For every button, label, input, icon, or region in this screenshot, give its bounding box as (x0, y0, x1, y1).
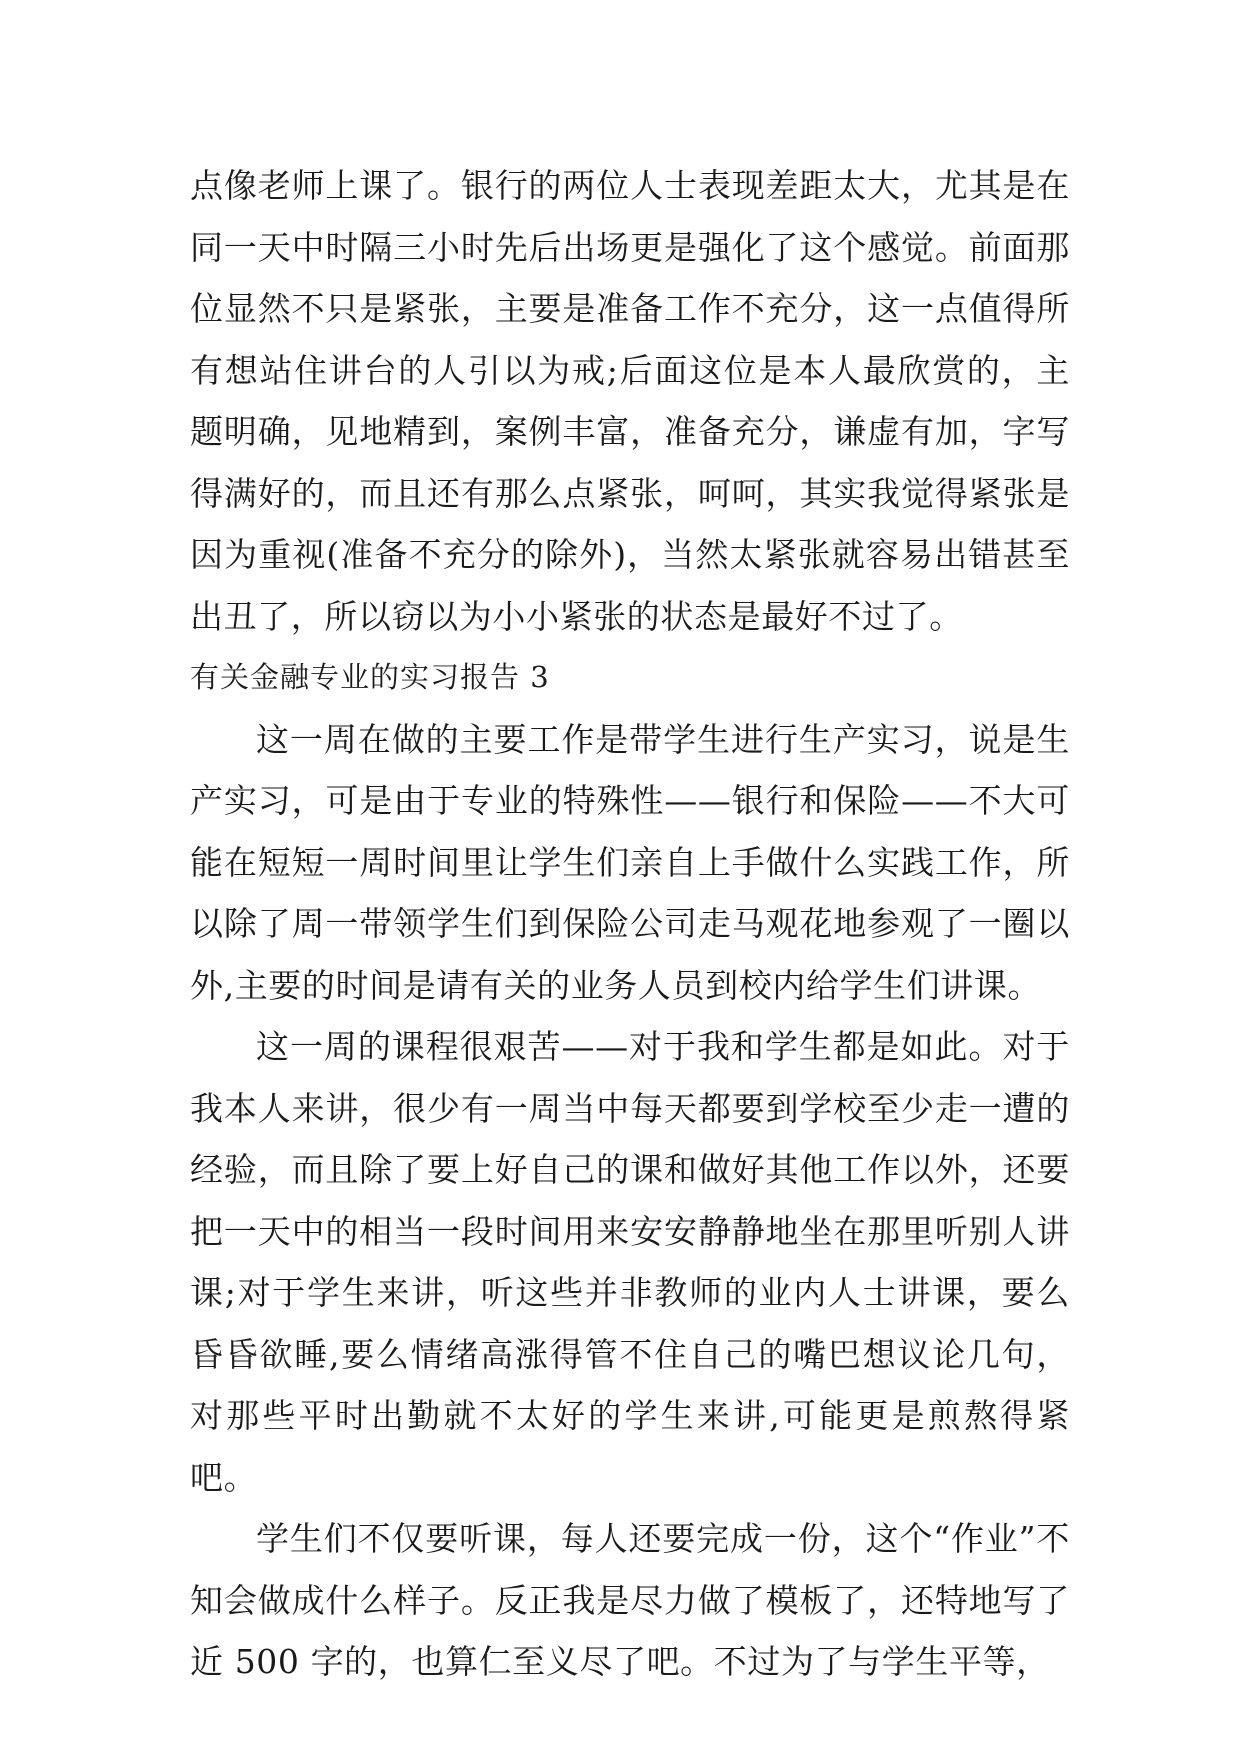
paragraph-continuation: 点像老师上课了。银行的两位人士表现差距太大，尤其是在同一天中时隔三小时先后出场更是强化了这个感觉。前面那位显然不只是紧张，主要是准备工作不充分，这一点值得所有想站住讲台的人引以为戒;后面这位是本人最欣赏的，主题明确，见地精到，案例丰富，准备充分，谦虚有加，字写得满好的，而且还有那么点紧张，呵呵，其实我觉得紧张是因为重视(准备不充分的除外)，当然太紧张就容易出错甚至出丑了，所以窃以为小小紧张的状态是最好不过了。 (190, 166, 1070, 636)
document-body (190, 155, 1070, 1693)
paragraph-homework: 学生们不仅要听课，每人还要完成一份，这个“作业”不知会做成什么样子。反正我是尽力做了模板了，还特地写了近 500 字的，也算仁至义尽了吧。不过为了与学生平等， (190, 1519, 1070, 1681)
paragraph-internship-work: 这一周在做的主要工作是带学生进行生产实习，说是生产实习，可是由于专业的特殊性——银行和保险——不大可能在短短一周时间里让学生们亲自上手做什么实践工作，所以除了周一带领学生们到保险公司走马观花地参观了一圈以外,主要的时间是请有关的业务人员到校内给学生们讲课。 (190, 719, 1070, 1005)
paragraph-course-hardship: 这一周的课程很艰苦——对于我和学生都是如此。对于我本人来讲，很少有一周当中每天都要到学校至少走一遭的经验，而且除了要上好自己的课和做好其他工作以外，还要把一天中的相当一段时间用来安安静静地坐在那里听别人讲课;对于学生来讲，听这些并非教师的业内人士讲课，要么昏昏欲睡,要么情绪高涨得管不住自己的嘴巴想议论几句，对那些平时出勤就不太好的学生来讲,可能更是煎熬得紧吧。 (190, 1027, 1070, 1497)
section-heading: 有关金融专业的实习报告 3 (190, 660, 550, 694)
